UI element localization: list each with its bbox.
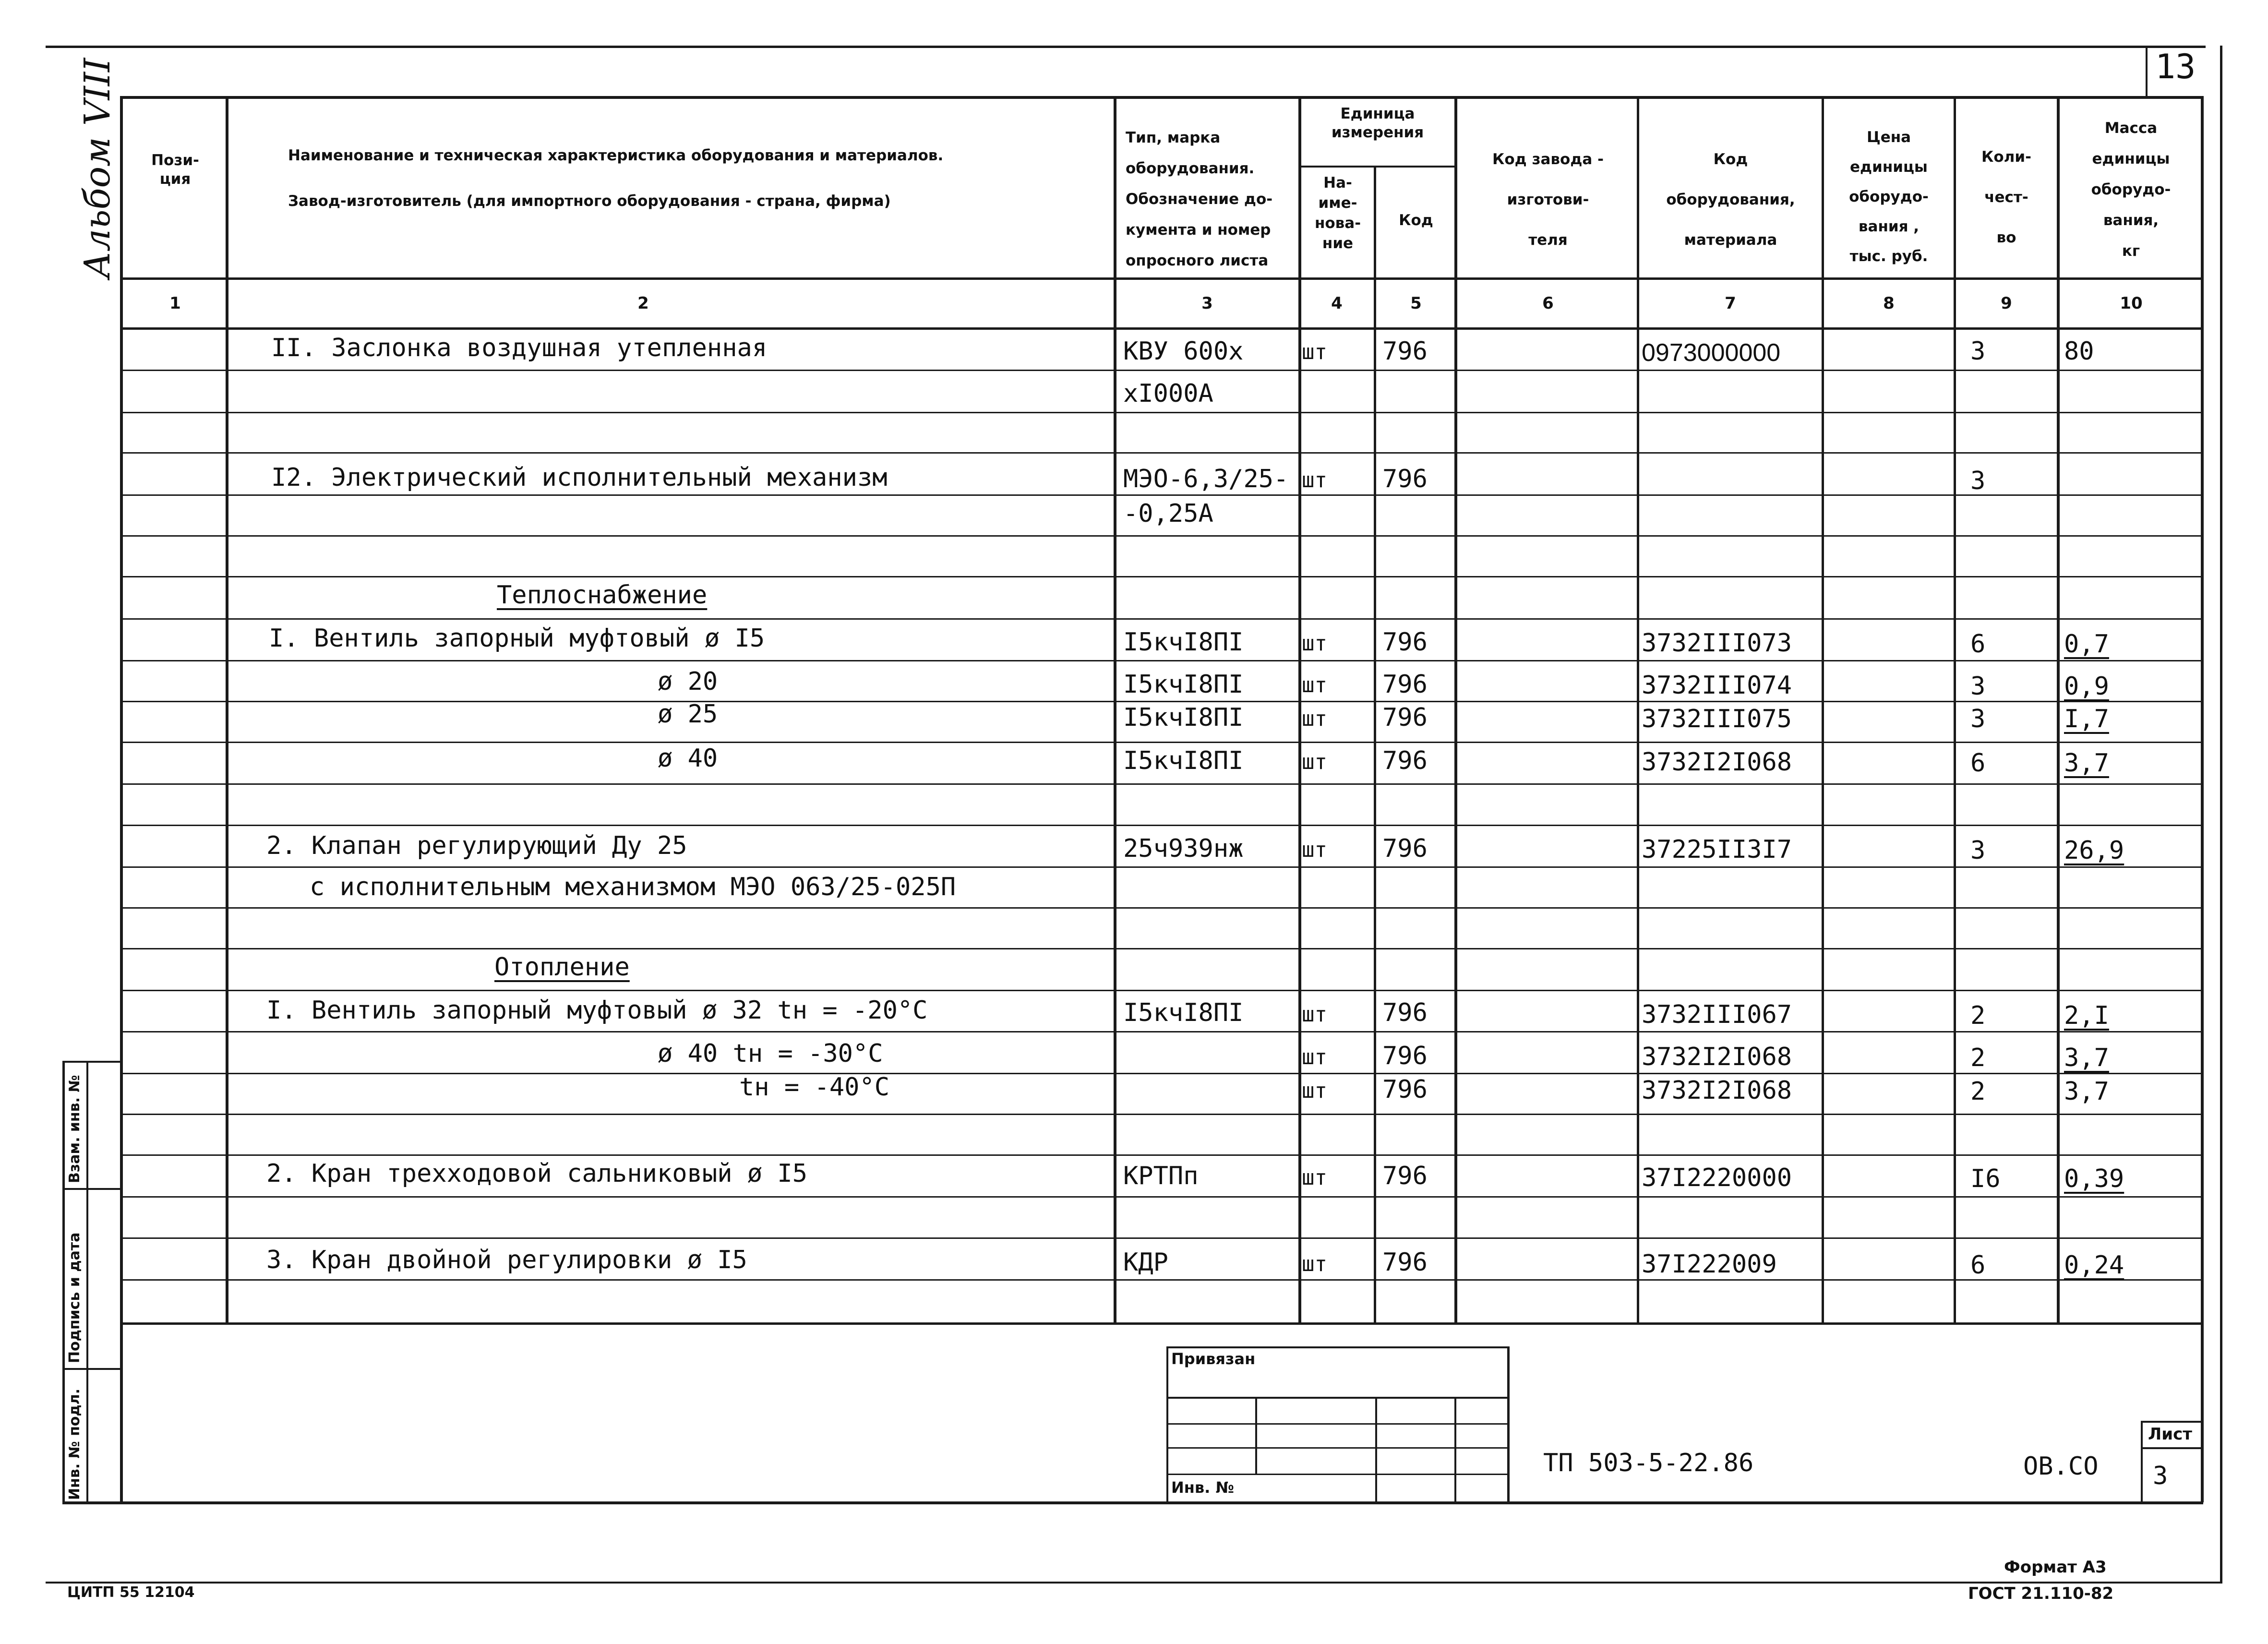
item-name: I. Вентиль запорный муфтовый ø 32 tн = -20°С xyxy=(266,996,928,1025)
item-mass: 3,7 xyxy=(2064,1044,2109,1072)
header-unit-group: Единица измерения xyxy=(1331,105,1424,141)
item-quantity: 3 xyxy=(1970,337,1986,366)
footer-left-code: ЦИТП 55 12104 xyxy=(67,1584,195,1601)
header-equipment-code: Код оборудования, материала xyxy=(1666,151,1795,249)
item-mass: 0,39 xyxy=(2064,1164,2124,1193)
item-name: tн = -40°С xyxy=(739,1073,890,1102)
item-unit: шт xyxy=(1302,631,1327,656)
col-number: 4 xyxy=(1331,294,1343,313)
item-unit-code: 796 xyxy=(1382,1162,1428,1190)
item-name: II. Заслонка воздушная утепленная xyxy=(271,334,768,362)
item-unit: шт xyxy=(1302,1252,1327,1276)
document-mark: ОВ.СО xyxy=(2023,1452,2099,1481)
item-equipment-code: 3732I2I068 xyxy=(1642,748,1792,777)
item-mass: 2,I xyxy=(2064,1001,2109,1030)
item-mass: 3,7 xyxy=(2064,1077,2109,1106)
header-quantity: Коли- чест- во xyxy=(1981,148,2031,246)
item-quantity: 6 xyxy=(1970,749,1986,778)
item-name: 2. Клапан регулирующий Ду 25 xyxy=(266,831,687,860)
stamp-original-inventory: Инв. № подл. xyxy=(66,1388,83,1500)
item-unit-code: 796 xyxy=(1382,465,1428,493)
item-quantity: 6 xyxy=(1970,630,1986,659)
bound-label: Привязан xyxy=(1171,1350,1256,1368)
item-equipment-code: 37225II3I7 xyxy=(1642,835,1792,864)
gost-label: ГОСТ 21.110-82 xyxy=(1968,1584,2114,1603)
item-type: 25ч939нж xyxy=(1123,834,1244,863)
item-unit-code: 796 xyxy=(1382,998,1428,1027)
item-name: ø 40 xyxy=(658,744,718,773)
item-mass: 3,7 xyxy=(2064,749,2109,778)
item-equipment-code: 37I2220000 xyxy=(1642,1164,1792,1192)
col-number: 2 xyxy=(637,294,649,313)
page-number: 13 xyxy=(2155,47,2196,86)
item-quantity: 6 xyxy=(1970,1251,1986,1280)
item-quantity: 2 xyxy=(1970,1001,1986,1030)
header-name-line1: Наименование и техническая характеристика оборудования и материалов. xyxy=(288,147,944,164)
item-equipment-code: 3732I2I068 xyxy=(1642,1076,1792,1105)
col-number: 7 xyxy=(1725,294,1736,313)
item-type: КРТПп xyxy=(1123,1162,1199,1190)
item-mass: 0,9 xyxy=(2064,672,2109,701)
header-position: Пози- ция xyxy=(151,152,199,188)
section-heading: Теплоснабжение xyxy=(497,581,708,610)
item-quantity: 2 xyxy=(1970,1044,1986,1072)
item-unit-code: 796 xyxy=(1382,1042,1428,1070)
header-mass: Масса единицы оборудо- вания, кг xyxy=(2091,120,2171,260)
item-type: хI000А xyxy=(1123,379,1213,408)
item-type: I5кчI8ПI xyxy=(1123,628,1244,657)
item-quantity: 2 xyxy=(1970,1077,1986,1106)
item-quantity: 3 xyxy=(1970,836,1986,865)
item-unit-code: 796 xyxy=(1382,670,1428,699)
item-type: КДР xyxy=(1123,1248,1168,1277)
col-number: 5 xyxy=(1410,294,1422,313)
item-equipment-code: 3732I2I068 xyxy=(1642,1043,1792,1071)
item-quantity: I6 xyxy=(1970,1164,2001,1193)
item-unit-code: 796 xyxy=(1382,337,1428,366)
item-name: 3. Кран двойной регулировки ø I5 xyxy=(266,1246,747,1274)
item-name: I2. Электрический исполнительный механизм xyxy=(271,463,888,492)
header-name-line2: Завод-изготовитель (для импортного оборудования - страна, фирма) xyxy=(288,192,891,210)
item-type: КВУ 600х xyxy=(1123,337,1244,366)
sheet-label: Лист xyxy=(2148,1425,2192,1444)
item-name: 2. Кран трехходовой сальниковый ø I5 xyxy=(266,1159,808,1188)
item-type: I5кчI8ПI xyxy=(1123,998,1244,1027)
item-mass: 0,24 xyxy=(2064,1251,2124,1280)
item-unit: шт xyxy=(1302,750,1327,774)
header-unit-code: Код xyxy=(1399,212,1433,229)
item-quantity: 3 xyxy=(1970,467,1986,495)
item-equipment-code: 37I222009 xyxy=(1642,1250,1777,1279)
item-type: I5кчI8ПI xyxy=(1123,746,1244,775)
item-mass: 26,9 xyxy=(2064,836,2124,865)
item-unit: шт xyxy=(1302,838,1327,862)
item-equipment-code: 0973000000 xyxy=(1642,339,1781,367)
item-type: I5кчI8ПI xyxy=(1123,703,1244,732)
item-unit-code: 796 xyxy=(1382,1075,1428,1104)
item-mass: I,7 xyxy=(2064,705,2109,733)
item-mass: 0,7 xyxy=(2064,630,2109,659)
col-number: 1 xyxy=(169,294,181,313)
item-name: ø 25 xyxy=(658,700,718,729)
album-label: Альбом VIII xyxy=(77,58,118,278)
header-price: Цена единицы оборудо- вания , тыс. руб. xyxy=(1849,129,1929,265)
header-factory-code: Код завода - изготови- теля xyxy=(1492,151,1604,249)
format-label: Формат А3 xyxy=(2004,1558,2107,1577)
item-unit: шт xyxy=(1302,1045,1327,1069)
item-unit: шт xyxy=(1302,707,1327,731)
item-type: I5кчI8ПI xyxy=(1123,670,1244,699)
header-unit-name: На- име- нова- ние xyxy=(1314,174,1361,252)
item-unit-code: 796 xyxy=(1382,703,1428,732)
col-number: 10 xyxy=(2120,294,2143,313)
item-type: -0,25А xyxy=(1123,499,1213,528)
col-number: 8 xyxy=(1883,294,1895,313)
item-unit-code: 796 xyxy=(1382,746,1428,775)
item-mass: 80 xyxy=(2064,337,2094,366)
item-type: МЭО-6,3/25- xyxy=(1123,465,1289,493)
item-unit-code: 796 xyxy=(1382,1248,1428,1277)
col-number: 6 xyxy=(1542,294,1554,313)
item-unit: шт xyxy=(1302,1079,1327,1103)
sheet-number: 3 xyxy=(2153,1462,2168,1490)
item-equipment-code: 3732III073 xyxy=(1642,629,1792,658)
header-type: Тип, марка оборудования. Обозначение до- кумента и номер опросного листа xyxy=(1126,129,1273,269)
stamp-replacement-inventory: Взам. инв. № xyxy=(66,1075,83,1183)
item-quantity: 3 xyxy=(1970,705,1986,733)
item-equipment-code: 3732III074 xyxy=(1642,671,1792,700)
item-equipment-code: 3732III075 xyxy=(1642,705,1792,733)
document-code: ТП 503-5-22.86 xyxy=(1543,1449,1754,1477)
item-name: с исполнительным механизмом МЭО 063/25-025П xyxy=(310,873,956,901)
section-heading: Отопление xyxy=(494,953,630,982)
item-unit: шт xyxy=(1302,1002,1327,1027)
item-name: ø 40 tн = -30°С xyxy=(658,1039,883,1068)
col-number: 9 xyxy=(2001,294,2012,313)
item-unit: шт xyxy=(1302,468,1327,492)
item-name: I. Вентиль запорный муфтовый ø I5 xyxy=(269,624,765,653)
item-quantity: 3 xyxy=(1970,672,1986,701)
inventory-label: Инв. № xyxy=(1171,1478,1234,1497)
col-number: 3 xyxy=(1201,294,1213,313)
stamp-signature-date: Подпись и дата xyxy=(66,1232,83,1363)
item-name: ø 20 xyxy=(658,667,718,696)
item-unit: шт xyxy=(1302,1165,1327,1190)
item-unit-code: 796 xyxy=(1382,834,1428,863)
item-unit-code: 796 xyxy=(1382,628,1428,657)
item-unit: шт xyxy=(1302,673,1327,697)
item-equipment-code: 3732III067 xyxy=(1642,1000,1792,1029)
item-unit: шт xyxy=(1302,340,1327,364)
